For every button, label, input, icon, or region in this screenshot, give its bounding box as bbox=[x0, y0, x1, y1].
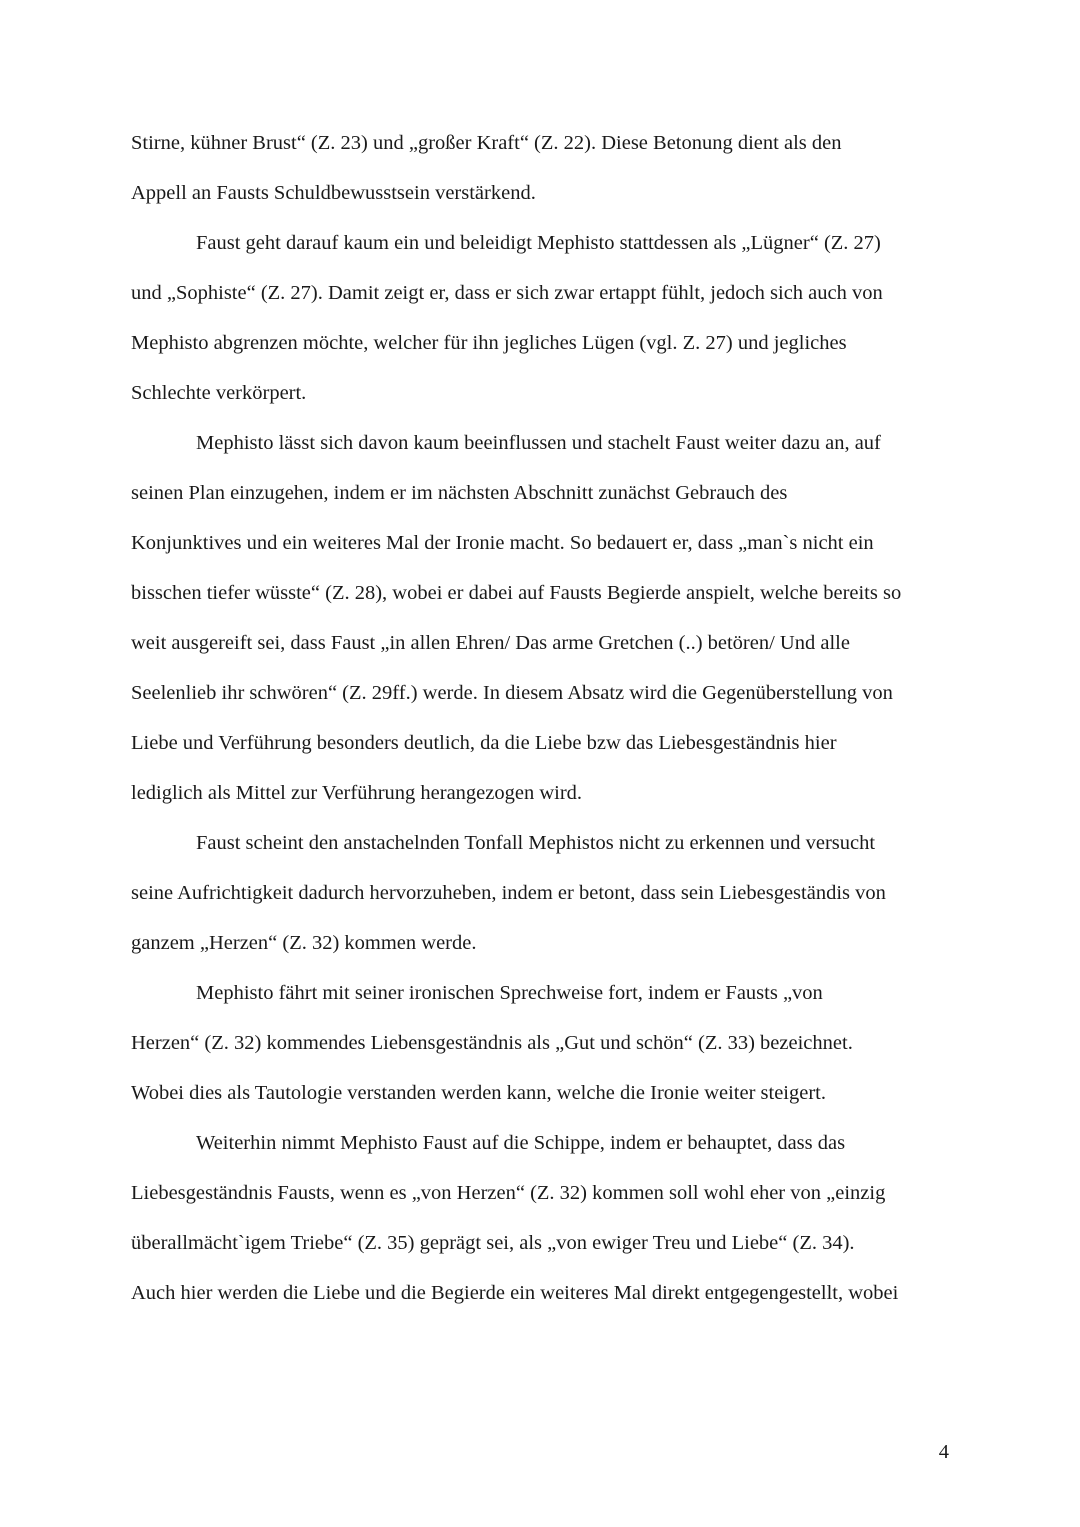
text-line: Liebe und Verführung besonders deutlich, da die Liebe bzw das Liebesgeständnis hier bbox=[131, 732, 837, 754]
body-text bbox=[131, 118, 961, 1318]
text-line: Stirne, kühner Brust“ (Z. 23) und „großer Kraft“ (Z. 22). Diese Betonung dient als den bbox=[131, 132, 842, 154]
text-line: Konjunktives und ein weiteres Mal der Ironie macht. So bedauert er, dass „man`s nicht ein bbox=[131, 532, 874, 554]
page-number: 4 bbox=[938, 1441, 949, 1463]
text-line: bisschen tiefer wüsste“ (Z. 28), wobei er dabei auf Fausts Begierde anspielt, welche bereits so bbox=[131, 582, 902, 604]
paragraph-start-line: Mephisto lässt sich davon kaum beeinflussen und stachelt Faust weiter dazu an, auf bbox=[196, 432, 881, 454]
text-line: Wobei dies als Tautologie verstanden werden kann, welche die Ironie weiter steigert. bbox=[131, 1082, 826, 1104]
text-line: seinen Plan einzugehen, indem er im nächsten Abschnitt zunächst Gebrauch des bbox=[131, 482, 788, 504]
text-line: ganzem „Herzen“ (Z. 32) kommen werde. bbox=[131, 932, 477, 954]
text-line: Appell an Fausts Schuldbewusstsein verstärkend. bbox=[131, 182, 536, 204]
text-line: und „Sophiste“ (Z. 27). Damit zeigt er, dass er sich zwar ertappt fühlt, jedoch sich auch von bbox=[131, 282, 883, 304]
paragraph-start-line: Mephisto fährt mit seiner ironischen Sprechweise fort, indem er Fausts „von bbox=[196, 982, 823, 1004]
text-line: Seelenlieb ihr schwören“ (Z. 29ff.) werde. In diesem Absatz wird die Gegenüberstellung von bbox=[131, 682, 893, 704]
paragraph-start-line: Weiterhin nimmt Mephisto Faust auf die Schippe, indem er behauptet, dass das bbox=[196, 1132, 846, 1154]
text-line: Herzen“ (Z. 32) kommendes Liebensgeständnis als „Gut und schön“ (Z. 33) bezeichnet. bbox=[131, 1032, 853, 1054]
text-line: Auch hier werden die Liebe und die Begierde ein weiteres Mal direkt entgegengestellt, wobei bbox=[131, 1282, 899, 1304]
text-line: weit ausgereift sei, dass Faust „in allen Ehren/ Das arme Gretchen (..) betören/ Und alle bbox=[131, 632, 850, 654]
text-line: Mephisto abgrenzen möchte, welcher für ihn jegliches Lügen (vgl. Z. 27) und jegliches bbox=[131, 332, 847, 354]
text-line: Schlechte verkörpert. bbox=[131, 382, 307, 404]
paragraph-start-line: Faust scheint den anstachelnden Tonfall Mephistos nicht zu erkennen und versucht bbox=[196, 832, 876, 854]
text-line: Liebesgeständnis Fausts, wenn es „von Herzen“ (Z. 32) kommen soll wohl eher von „einzig bbox=[131, 1182, 886, 1204]
text-line: überallmächt`igem Triebe“ (Z. 35) geprägt sei, als „von ewiger Treu und Liebe“ (Z. 34). bbox=[131, 1232, 855, 1254]
text-line: seine Aufrichtigkeit dadurch hervorzuheben, indem er betont, dass sein Liebesgeständis von bbox=[131, 882, 886, 904]
paragraph-start-line: Faust geht darauf kaum ein und beleidigt Mephisto stattdessen als „Lügner“ (Z. 27) bbox=[196, 232, 881, 254]
text-line: lediglich als Mittel zur Verführung herangezogen wird. bbox=[131, 782, 583, 804]
